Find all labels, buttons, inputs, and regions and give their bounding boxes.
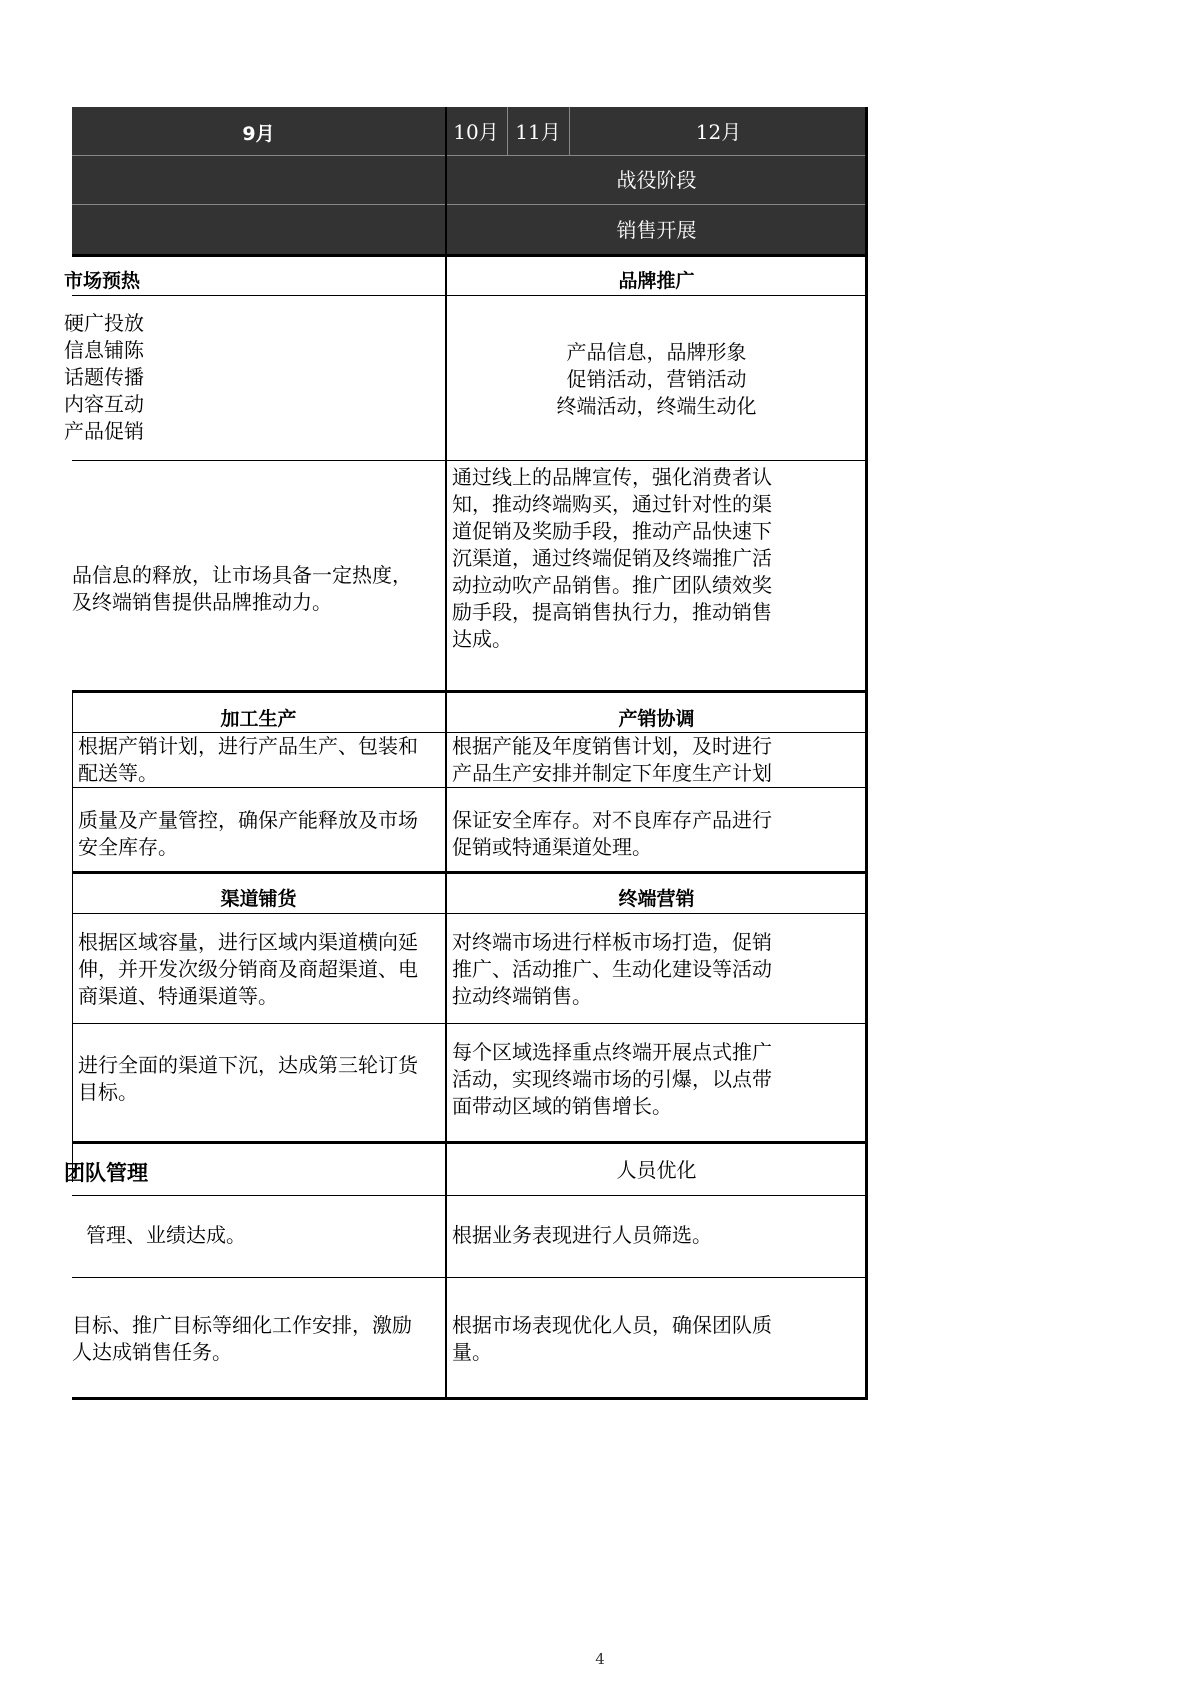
- text-line: 根据产销计划，进行产品生产、包装和: [78, 734, 418, 758]
- row-divider: [72, 1277, 868, 1278]
- list-item: 产品促销: [64, 419, 144, 443]
- channel-right-row2: [452, 1039, 864, 1120]
- section-divider: [72, 690, 868, 693]
- section-title-right: 产销协调: [618, 708, 695, 730]
- text-line: 及终端销售提供品牌推动力。: [72, 590, 332, 614]
- text-line: 道促销及奖励手段，推动产品快速下: [452, 519, 772, 543]
- text-line: 活动，实现终端市场的引爆，以点带: [452, 1067, 772, 1091]
- right-border: [865, 107, 868, 1400]
- text-line: 根据区域容量，进行区域内渠道横向延: [78, 930, 418, 954]
- row-divider: [72, 1023, 868, 1024]
- text-line: 励手段，提高销售执行力，推动销售: [452, 600, 772, 624]
- text-line: 目标、推广目标等细化工作安排，激励: [72, 1313, 412, 1337]
- section-title-right: 品牌推广: [618, 270, 695, 292]
- brand-left-description: [72, 562, 442, 616]
- month-divider: [569, 107, 570, 155]
- section-title-left: 渠道铺货: [220, 888, 297, 910]
- text-line: 配送等。: [78, 761, 158, 785]
- text-line: 伸，并开发次级分销商及商超渠道、电: [78, 957, 418, 981]
- text-line: 根据产能及年度销售计划，及时进行: [452, 734, 772, 758]
- month-divider: [507, 107, 508, 155]
- page-number: 4: [595, 1650, 605, 1668]
- text-line: 质量及产量管控，确保产能释放及市场: [78, 808, 418, 832]
- production-left-row1: [78, 733, 442, 787]
- section-title-left: 市场预热: [64, 270, 141, 292]
- text-line: 拉动终端销售。: [452, 984, 592, 1008]
- team-right-row2: [452, 1312, 864, 1366]
- section-title-right: 终端营销: [618, 888, 695, 910]
- production-left-row2: [78, 807, 442, 861]
- list-item: 促销活动，营销活动: [566, 367, 747, 391]
- text-line: 保证安全库存。对不良库存产品进行: [452, 808, 772, 832]
- row-divider: [72, 1195, 868, 1196]
- stage-label: 战役阶段: [616, 168, 697, 192]
- production-right-row1: [452, 733, 864, 787]
- left-border: [72, 690, 73, 1182]
- list-item: 信息铺陈: [64, 338, 144, 362]
- team-left-row2: [72, 1312, 442, 1366]
- month-9-label: 9月: [242, 123, 275, 145]
- text-line: 安全库存。: [78, 835, 178, 859]
- text-line: 达成。: [452, 627, 512, 651]
- production-right-row2: [452, 807, 864, 861]
- row-divider: [72, 913, 868, 914]
- brand-channel-list: [64, 310, 364, 445]
- row-divider: [72, 295, 868, 296]
- list-item: 终端活动，终端生动化: [556, 394, 757, 418]
- text-line: 商渠道、特通渠道等。: [78, 984, 278, 1008]
- month-12-label: 12月: [695, 120, 742, 144]
- text-line: 面带动区域的销售增长。: [452, 1094, 672, 1118]
- header-bottom-border: [72, 254, 868, 257]
- section-title-left: 加工生产: [220, 708, 297, 730]
- table-bottom-border: [72, 1397, 868, 1400]
- month-10-label: 10月: [453, 120, 499, 144]
- header-divider: [72, 155, 868, 156]
- text-line: 进行全面的渠道下沉，达成第三轮订货: [78, 1053, 418, 1077]
- text-line: 每个区域选择重点终端开展点式推广: [452, 1040, 772, 1064]
- list-item: 话题传播: [64, 365, 144, 389]
- list-item: 硬广投放: [64, 311, 144, 335]
- row-divider: [72, 787, 868, 788]
- text-line: 根据市场表现优化人员，确保团队质: [452, 1313, 772, 1337]
- text-line: 产品生产安排并制定下年度生产计划: [452, 761, 772, 785]
- brand-right-description: [452, 464, 862, 653]
- channel-left-row1: [78, 929, 442, 1010]
- section-title-right: 人员优化: [616, 1158, 697, 1182]
- text-line: 促销或特通渠道处理。: [452, 835, 652, 859]
- text-line: 推广、活动推广、生动化建设等活动: [452, 957, 772, 981]
- list-item: 内容互动: [64, 392, 144, 416]
- column-divider: [445, 107, 447, 1400]
- section-divider: [72, 871, 868, 874]
- section-divider: [72, 1141, 868, 1144]
- team-right-row1: 根据业务表现进行人员筛选。: [452, 1223, 712, 1247]
- text-line: 通过线上的品牌宣传，强化消费者认: [452, 465, 772, 489]
- text-line: 品信息的释放，让市场具备一定热度，: [72, 563, 412, 587]
- text-line: 沉渠道，通过终端促销及终端推广活: [452, 546, 772, 570]
- channel-left-row2: [78, 1052, 442, 1106]
- text-line: 量。: [452, 1340, 492, 1364]
- text-line: 动拉动吹产品销售。推广团队绩效奖: [452, 573, 772, 597]
- list-item: 产品信息，品牌形象: [566, 340, 747, 364]
- text-line: 目标。: [78, 1080, 138, 1104]
- section-title-left: 团队管理: [64, 1161, 148, 1185]
- brand-content-list: [445, 339, 868, 420]
- text-line: 对终端市场进行样板市场打造，促销: [452, 930, 772, 954]
- text-line: 知，推动终端购买，通过针对性的渠: [452, 492, 772, 516]
- team-left-row1: 管理、业绩达成。: [86, 1223, 246, 1247]
- header-divider: [72, 204, 868, 205]
- row-divider: [72, 460, 868, 461]
- channel-right-row1: [452, 929, 864, 1010]
- campaign-plan-table: [64, 107, 868, 1456]
- phase-label: 销售开展: [616, 218, 697, 242]
- text-line: 人达成销售任务。: [72, 1340, 232, 1364]
- month-11-label: 11月: [515, 120, 561, 144]
